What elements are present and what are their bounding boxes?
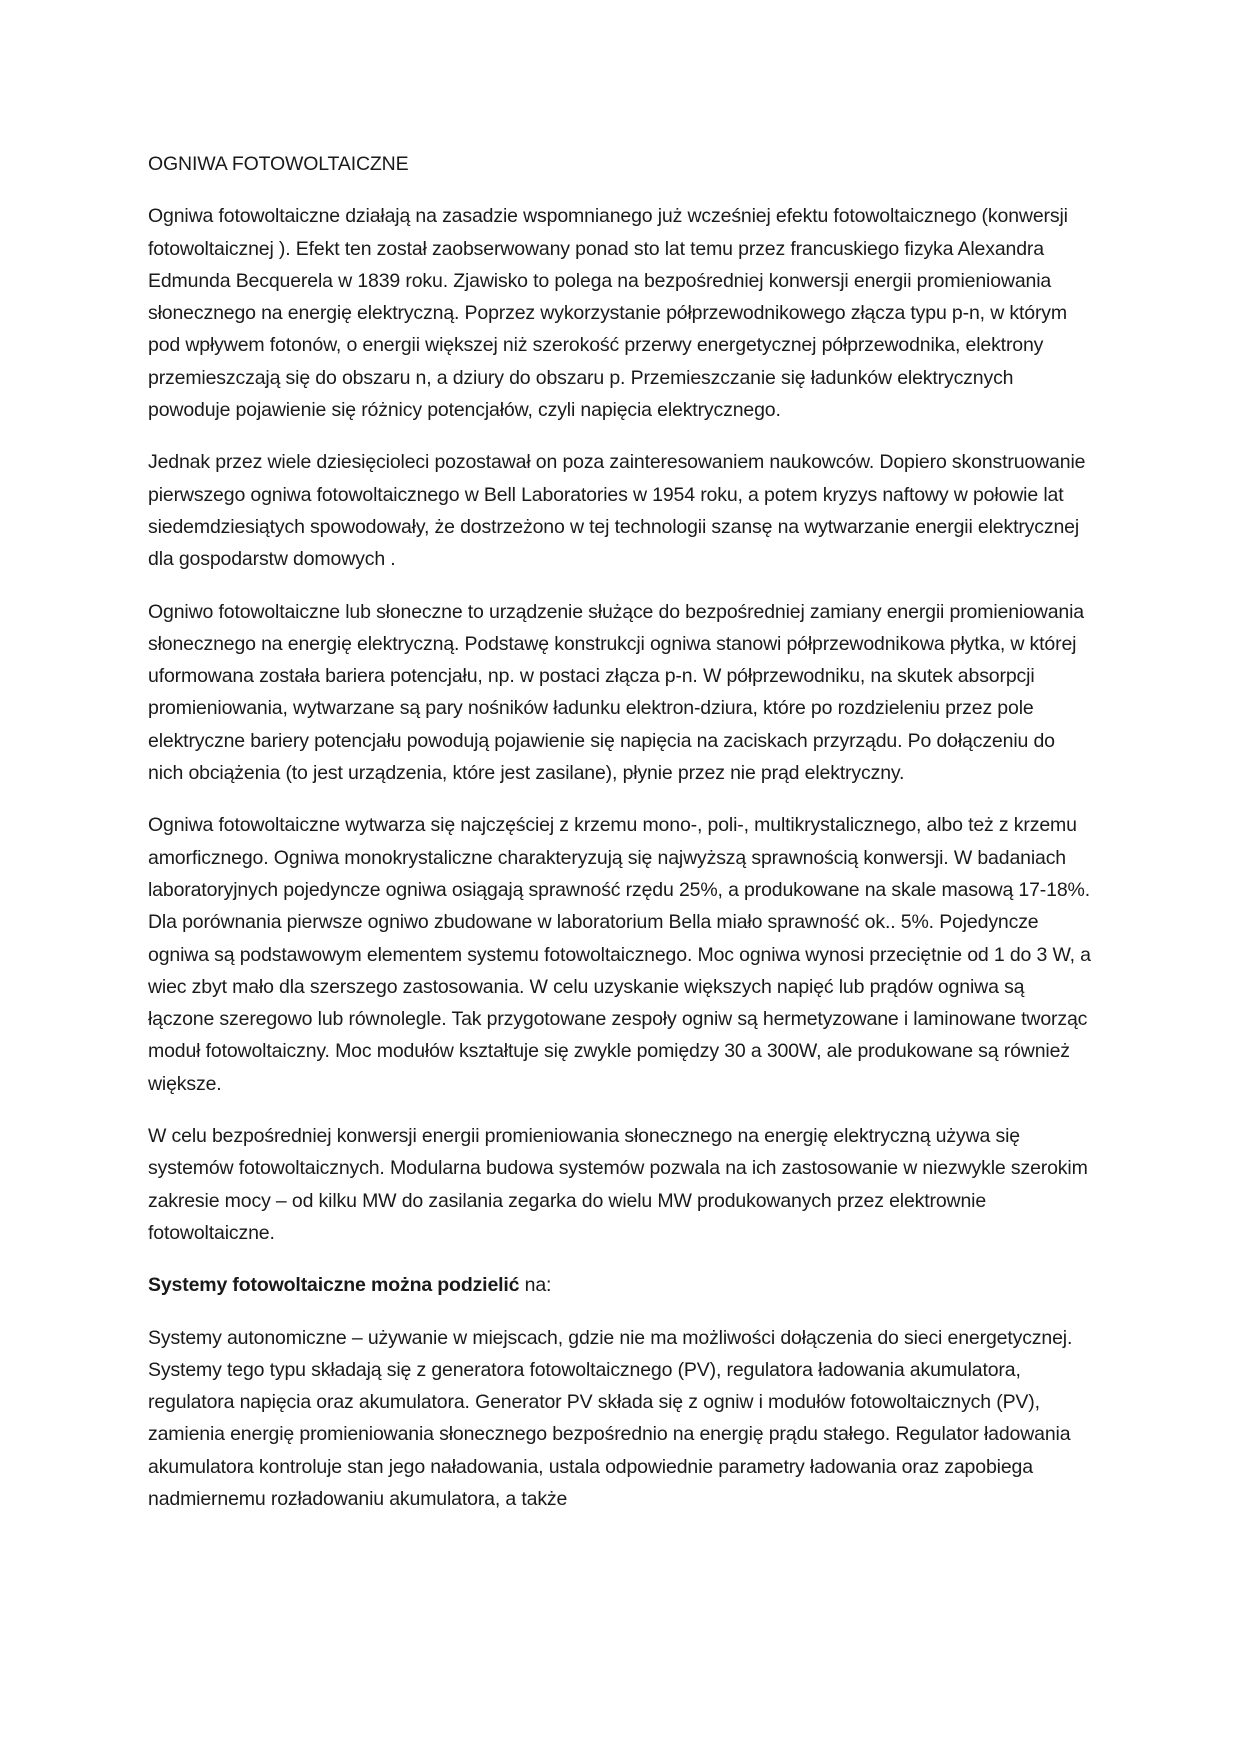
paragraph-cell-materials: Ogniwa fotowoltaiczne wytwarza się najczęściej z krzemu mono-, poli-, multikrystalicznego, albo też z krzemu amorficznego. Ogniwa monokrystaliczne charakteryzują się najwyższą sprawnością konwersji. W badaniach laboratoryjnych pojedyncze ogniwa osiągają sprawność rzędu 25%, a produkowane na skale masową 17-18%. Dla porównania pierwsze ogniwo zbudowane w laboratorium Bella miało sprawność ok.. 5%. Pojedyncze ogniwa są podstawowym elementem systemu fotowoltaicznego. Moc ogniwa wynosi przeciętnie od 1 do 3 W, a wiec zbyt mało dla szerszego zastosowania. W celu uzyskanie większych napięć lub prądów ogniwa są łączone szeregowo lub równolegle. Tak przygotowane zespoły ogniw są hermetyzowane i laminowane tworząc moduł fotowoltaiczny. Moc modułów kształtuje się zwykle pomiędzy 30 a 300W, ale produkowane są również większe. bbox=[148, 814, 1091, 1095]
paragraph-history: Jednak przez wiele dziesięcioleci pozostawał on poza zainteresowaniem naukowców. Dopiero skonstruowanie pierwszego ogniwa fotowoltaicznego w Bell Laboratories w 1954 roku, a potem kryzys naftowy w połowie lat siedemdziesiątych spowodowały, że dostrzeżono w tej technologii szansę na wytwarzanie energii elektrycznej dla gospodarstw domowych . bbox=[148, 451, 1086, 571]
subheading-rest-text: na: bbox=[519, 1274, 552, 1297]
document-page bbox=[148, 148, 1092, 1535]
section-subheading bbox=[148, 1269, 1092, 1301]
subheading-bold-text: Systemy fotowoltaiczne można podzielić bbox=[148, 1274, 520, 1297]
paragraph-solar-cell-definition: Ogniwo fotowoltaiczne lub słoneczne to urządzenie służące do bezpośredniej zamiany energii promieniowania słonecznego na energię elektryczną. Podstawę konstrukcji ogniwa stanowi półprzewodnikowa płytka, w której uformowana została bariera potencjału, np. w postaci złącza p-n. W półprzewodniku, na skutek absorpcji promieniowania, wytwarzane są pary nośników ładunku elektron-dziura, które po rozdzieleniu przez pole elektryczne bariery potencjału powodują pojawienie się napięcia na zaciskach przyrządu. Po dołączeniu do nich obciążenia (to jest urządzenia, które jest zasilane), płynie przez nie prąd elektryczny. bbox=[148, 600, 1084, 785]
paragraph-photovoltaic-effect: Ogniwa fotowoltaiczne działają na zasadzie wspomnianego już wcześniej efektu fotowoltaicznego (konwersji fotowoltaicznej ). Efekt ten został zaobserwowany ponad sto lat temu przez francuskiego fizyka Alexandra Edmunda Becquerela w 1839 roku. Zjawisko to polega na bezpośredniej konwersji energii promieniowania słonecznego na energię elektryczną. Poprzez wykorzystanie półprzewodnikowego złącza typu p-n, w którym pod wpływem fotonów, o energii większej niż szerokość przerwy energetycznej półprzewodnika, elektrony przemieszczają się do obszaru n, a dziury do obszaru p. Przemieszczanie się ładunków elektrycznych powoduje pojawienie się różnicy potencjałów, czyli napięcia elektrycznego. bbox=[148, 205, 1068, 422]
paragraph-autonomous-systems: Systemy autonomiczne – używanie w miejscach, gdzie nie ma możliwości dołączenia do sieci energetycznej. Systemy tego typu składają się z generatora fotowoltaicznego (PV), regulatora ładowania akumulatora, regulatora napięcia oraz akumulatora. Generator PV składa się z ogniw i modułów fotowoltaicznych (PV), zamienia energię promieniowania słonecznego bezpośrednio na energię prądu stałego. Regulator ładowania akumulatora kontroluje stan jego naładowania, ustala odpowiednie parametry ładowania oraz zapobiega nadmiernemu rozładowaniu akumulatora, a także bbox=[148, 1326, 1073, 1510]
paragraph-pv-systems: W celu bezpośredniej konwersji energii promieniowania słonecznego na energię elektryczną używa się systemów fotowoltaicznych. Modularna budowa systemów pozwala na ich zastosowanie w niezwykle szerokim zakresie mocy – od kilku MW do zasilania zegarka do wielu MW produkowanych przez elektrownie fotowoltaiczne. bbox=[148, 1125, 1088, 1244]
document-title: OGNIWA FOTOWOLTAICZNE bbox=[148, 153, 409, 175]
